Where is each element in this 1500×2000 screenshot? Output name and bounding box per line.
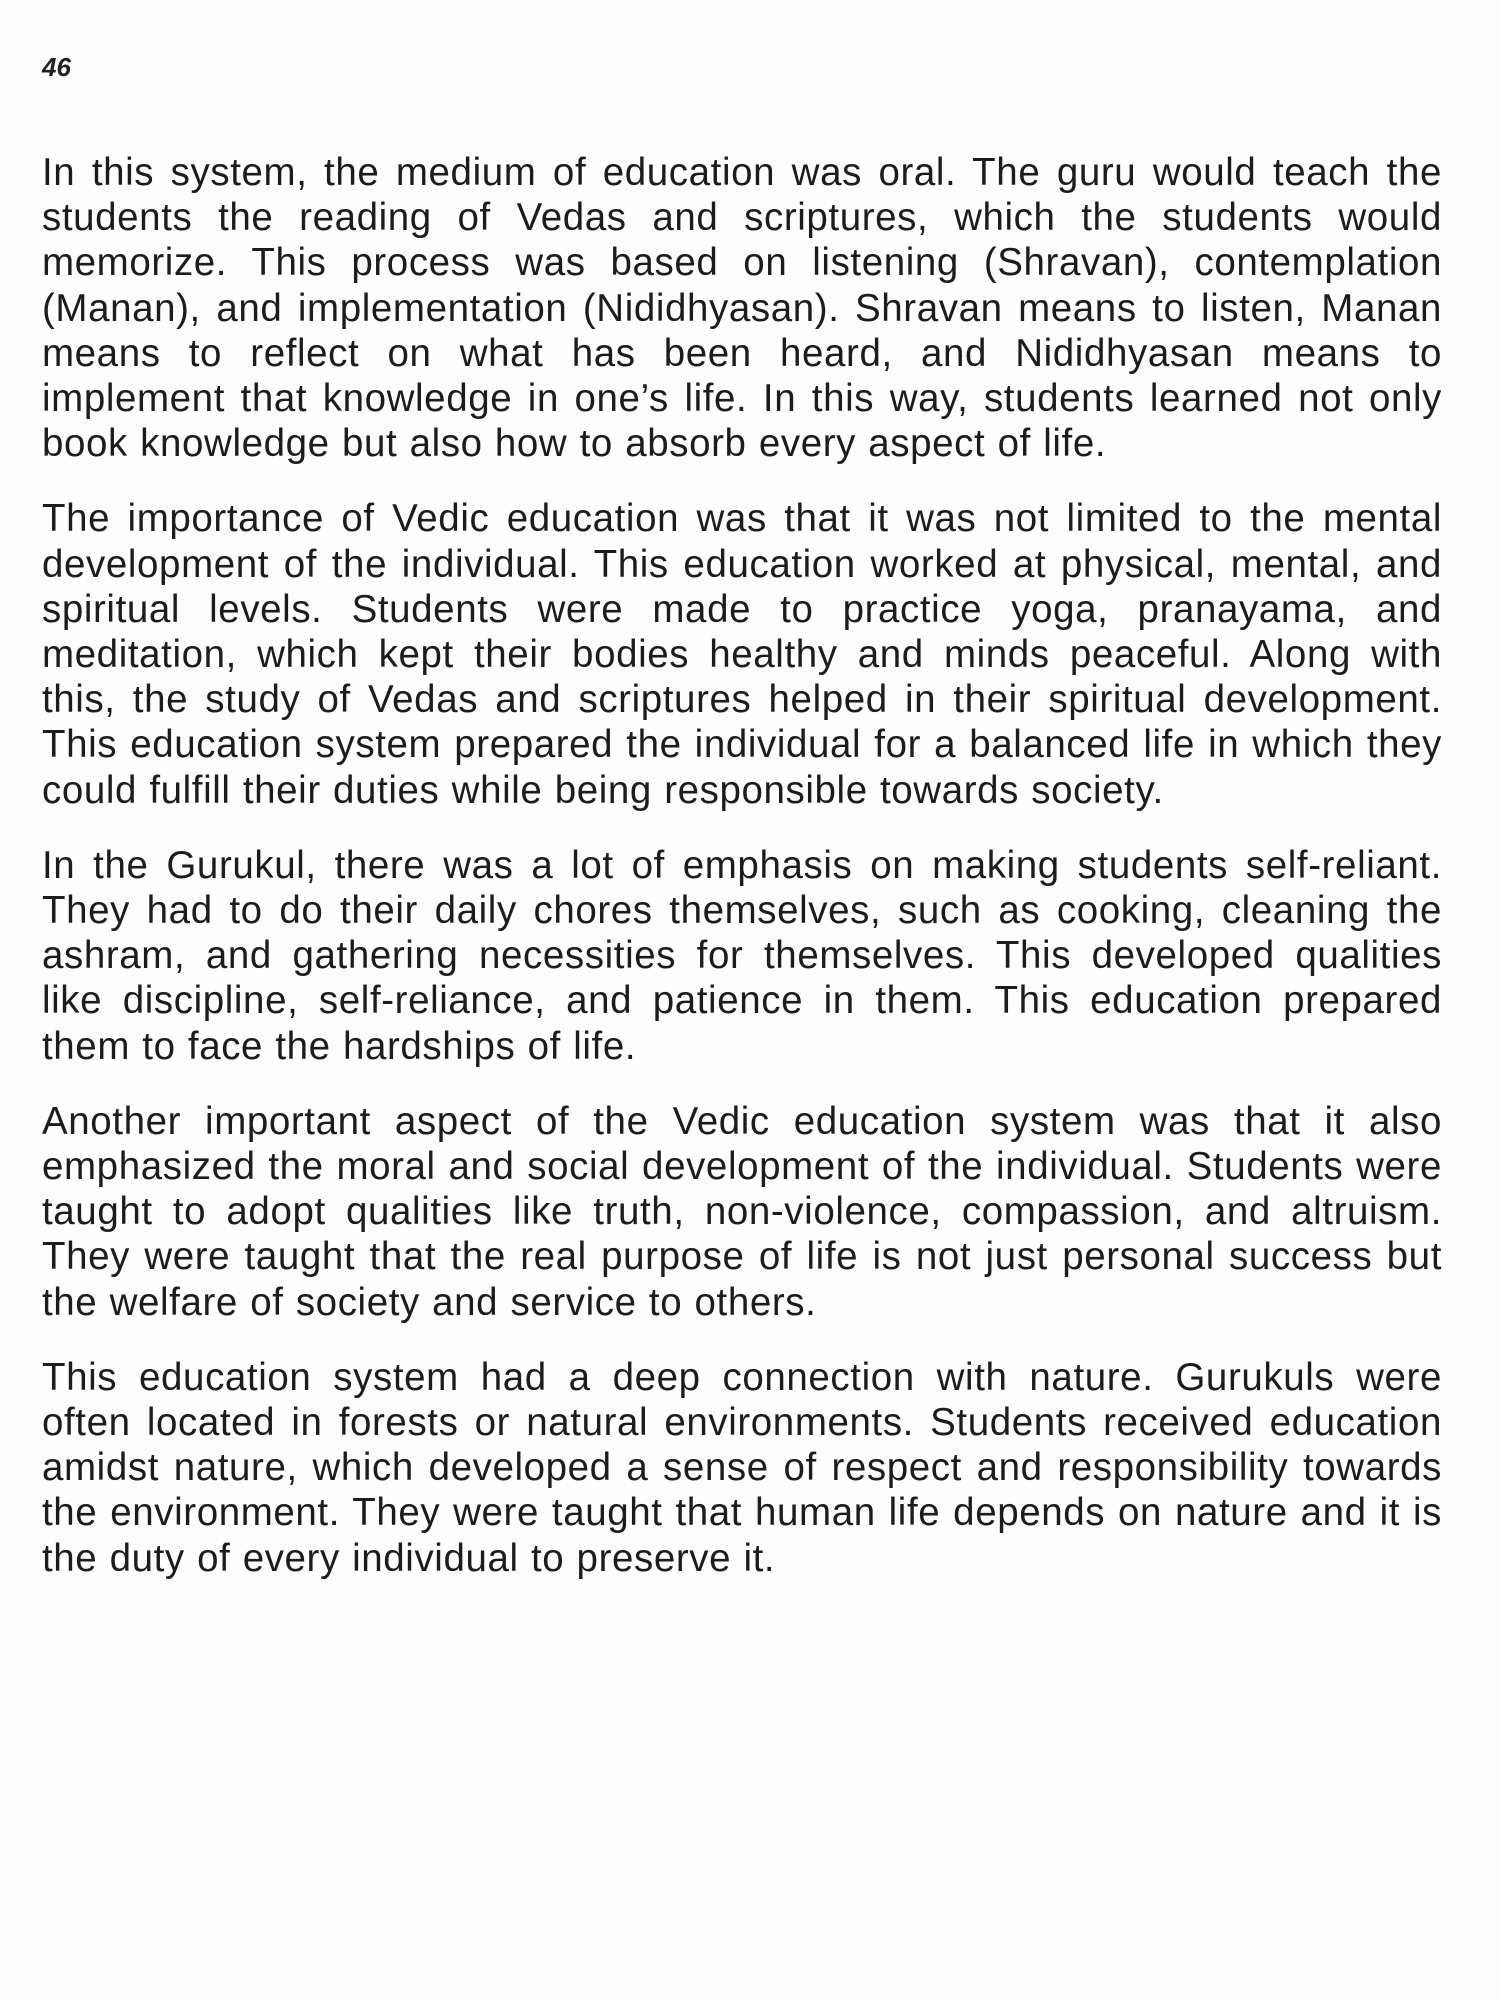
paragraph-self-reliance: In the Gurukul, there was a lot of emphasis on making students self-reliant. They had to do their daily chores themselves, such as cooking, cleaning the ashram, and gathering necessities for themselves. This developed qualities like discipline, self-reliance, and patience in them. This education prepared them to face the hardships of life. — [42, 843, 1442, 1068]
paragraph-oral-medium: In this system, the medium of education was oral. The guru would teach the students the reading of Vedas and scriptures, which the students would memorize. This process was based on listening (Shravan), contemplation (Manan), and implementation (Nididhyasan). Shravan means to listen, Manan means to reflect on what has been heard, and Nididhyasan means to implement that knowledge in one’s life. In this way, students learned not only book knowledge but also how to absorb every aspect of life. — [42, 151, 1442, 466]
paragraph-nature-connection: This education system had a deep connection with nature. Gurukuls were often located in forests or natural environments. Students received education amidst nature, which developed a sense of respect and responsibility towards the environment. They were taught that human life depends on nature and it is the duty of every individual to preserve it. — [42, 1355, 1442, 1580]
paragraph-vedic-importance: The importance of Vedic education was that it was not limited to the mental development of the individual. This education worked at physical, mental, and spiritual levels. Students were made to practice yoga, pranayama, and meditation, which kept their bodies healthy and minds peaceful. Along with this, the study of Vedas and scriptures helped in their spiritual development. This education system prepared the individual for a balanced life in which they could fulfill their duties while being responsible towards society. — [42, 497, 1442, 812]
paragraph-moral-development: Another important aspect of the Vedic education system was that it also emphasized the moral and social development of the individual. Students were taught to adopt qualities like truth, non-violence, compassion, and altruism. They were taught that the real purpose of life is not just personal success but the welfare of society and service to others. — [42, 1099, 1442, 1324]
body-text — [42, 150, 1442, 1611]
page-number: 46 — [42, 52, 71, 82]
